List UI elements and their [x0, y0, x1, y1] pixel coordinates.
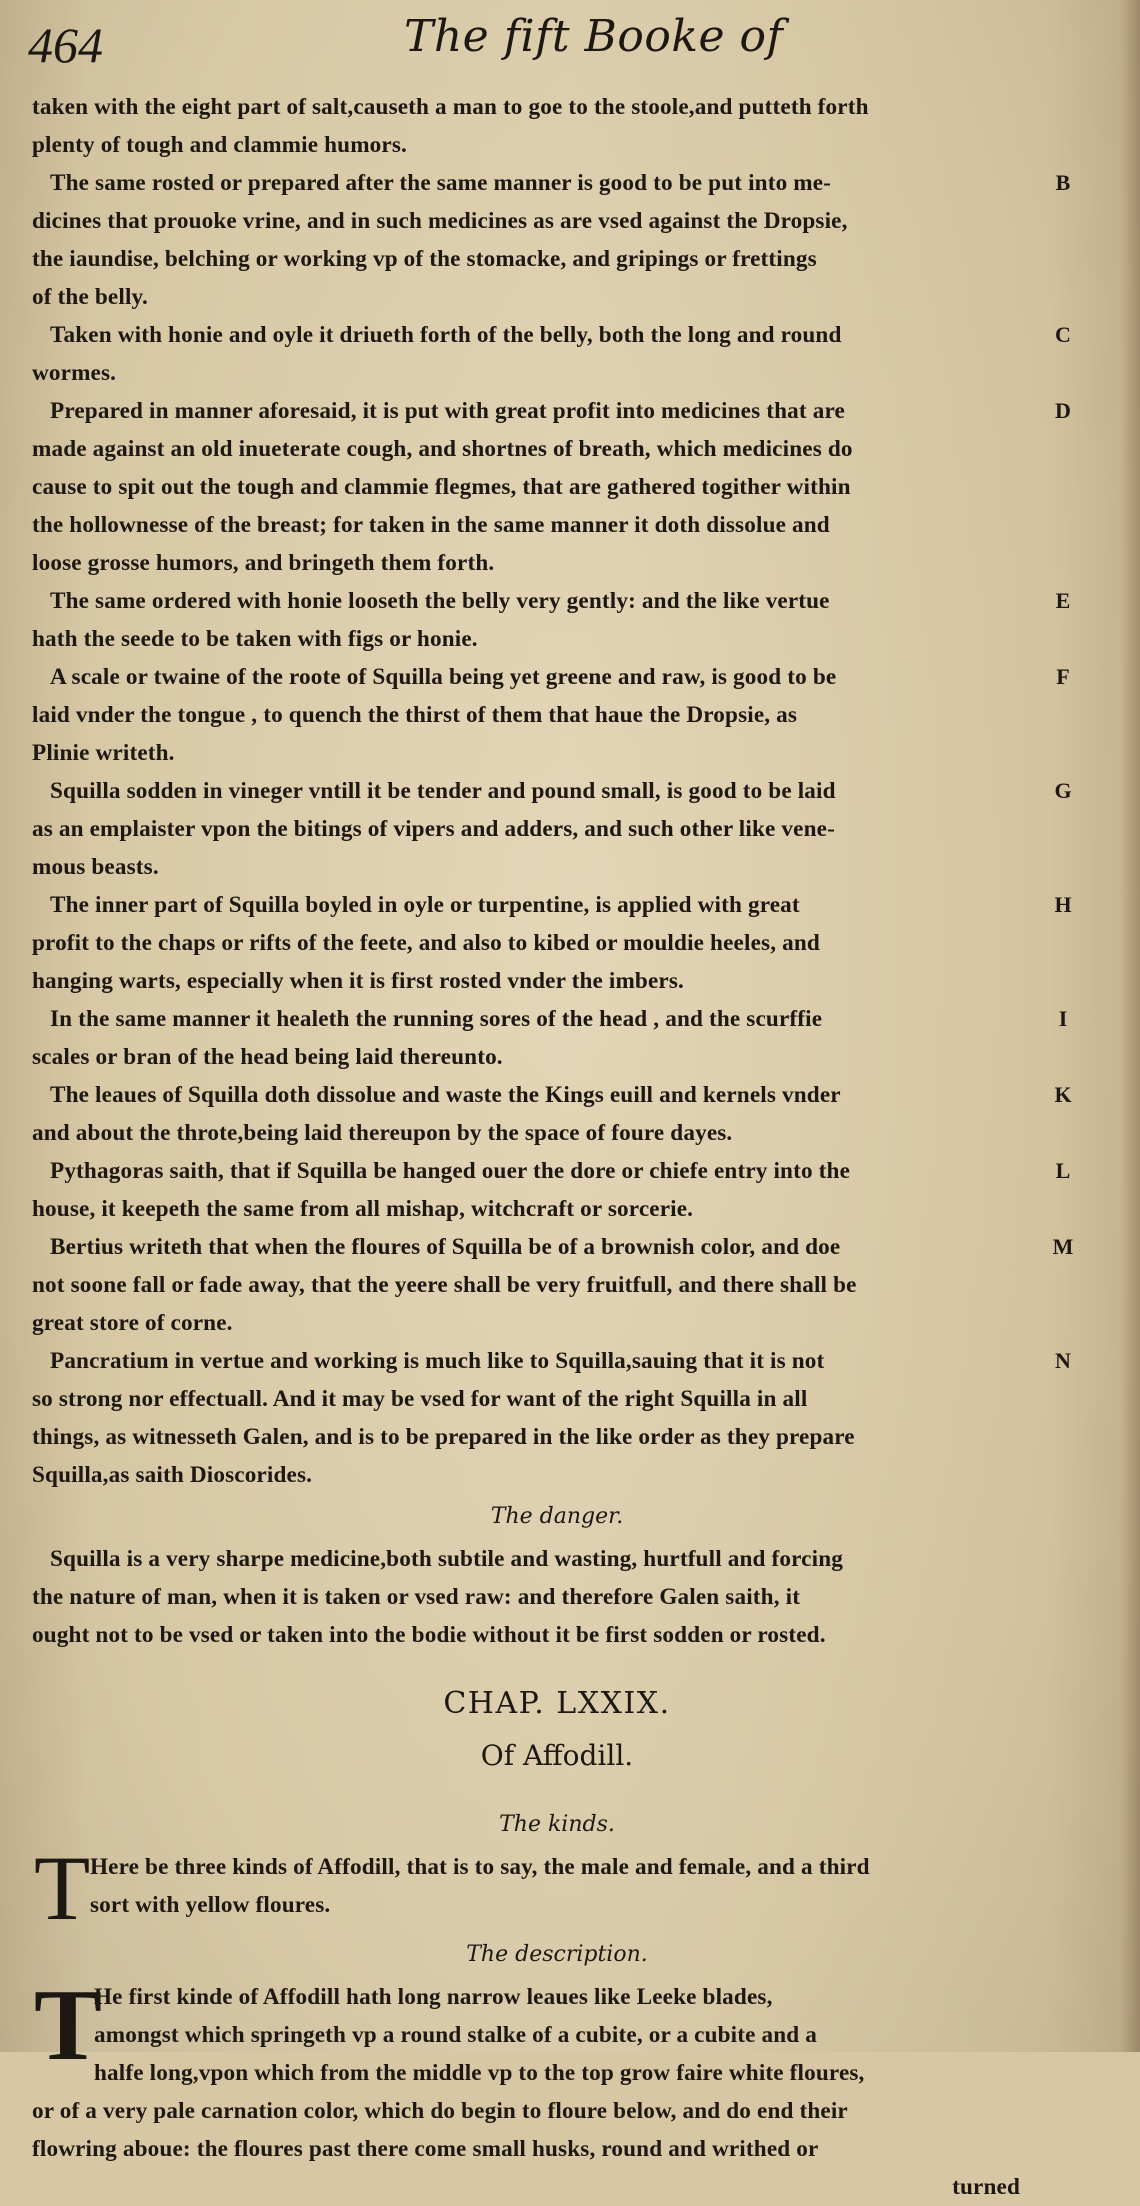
text-line: loose grosse humors, and bringeth them forth. [32, 550, 495, 576]
text-line: Taken with honie and oyle it driueth forth of the belly, both the long and round [50, 322, 842, 348]
text-line: mous beasts. [32, 854, 159, 880]
text-line: The inner part of Squilla boyled in oyle or turpentine, is applied with great [50, 892, 800, 918]
body-text [32, 88, 1082, 2200]
text-line: of the belly. [32, 284, 148, 310]
text-line: wormes. [32, 360, 117, 386]
text-line: A scale or twaine of the roote of Squilla being yet greene and raw, is good to be [50, 664, 837, 690]
text-line: Squilla is a very sharpe medicine,both subtile and wasting, hurtfull and forcing [50, 1546, 843, 1572]
text-line: sort with yellow floures. [90, 1892, 331, 1918]
marginal-letter-c: C [1055, 322, 1071, 347]
text-line: the iaundise, belching or working vp of the stomacke, and gripings or frettings [32, 246, 817, 272]
paragraph-1 [32, 88, 1082, 164]
paragraph-13 [32, 1342, 1082, 1494]
chapter-title: CHAP. LXXIX. [443, 1686, 671, 1721]
text-line: house, it keepeth the same from all mishap, witchcraft or sorcerie. [32, 1196, 694, 1222]
marginal-letter-g: G [1054, 778, 1072, 803]
text-line: so strong nor effectuall. And it may be vsed for want of the right Squilla in all [32, 1386, 808, 1412]
text-line: profit to the chaps or rifts of the feete, and also to kibed or mouldie heeles, and [32, 930, 820, 956]
paragraph-12 [32, 1228, 1082, 1342]
paragraph-4 [32, 392, 1082, 582]
marginal-letter-b: B [1055, 170, 1071, 195]
marginal-letter-k: K [1054, 1082, 1072, 1107]
text-line: Here be three kinds of Affodill, that is to say, the male and female, and a third [90, 1854, 870, 1880]
kinds-heading: The kinds. [499, 1812, 615, 1837]
description-paragraph [32, 1969, 1082, 2206]
text-line: In the same manner it healeth the running sores of the head , and the scurffie [50, 1006, 823, 1032]
text-line: Plinie writeth. [32, 740, 175, 766]
marginal-letter-i: I [1058, 1006, 1068, 1031]
text-line: hath the seede to be taken with figs or honie. [32, 626, 478, 652]
running-title: The fift Booke of [404, 11, 784, 62]
paragraph-7 [32, 772, 1082, 886]
text-line: Bertius writeth that when the floures of Squilla be of a brownish color, and doe [50, 1234, 841, 1260]
paragraph-11 [32, 1152, 1082, 1228]
paragraph-9 [32, 1000, 1082, 1076]
danger-paragraph [32, 1540, 1082, 1654]
kinds-paragraph [32, 1837, 1082, 1939]
marginal-letter-f: F [1056, 664, 1070, 689]
text-line: things, as witnesseth Galen, and is to be prepared in the like order as they prepare [32, 1424, 855, 1450]
paragraph-8 [32, 886, 1082, 1000]
paragraph-3 [32, 316, 1082, 392]
text-line: He first kinde of Affodill hath long narrow leaues like Leeke blades, [94, 1984, 773, 2010]
chapter-subtitle: Of Affodill. [480, 1739, 634, 1772]
marginal-letter-e: E [1055, 588, 1071, 613]
marginal-letter-m: M [1052, 1234, 1074, 1259]
text-line: The leaues of Squilla doth dissolue and waste the Kings euill and kernels vnder [50, 1082, 841, 1108]
text-line: made against an old inueterate cough, and shortnes of breath, which medicines do [32, 436, 853, 462]
marginal-letter-n: N [1055, 1348, 1071, 1373]
text-line: as an emplaister vpon the bitings of vipers and adders, and such other like vene- [32, 816, 835, 842]
text-line: Prepared in manner aforesaid, it is put with great profit into medicines that are [50, 398, 845, 424]
text-line: The same rosted or prepared after the same manner is good to be put into me- [50, 170, 832, 196]
catchword: turned [952, 2174, 1020, 2200]
danger-heading: The danger. [490, 1504, 624, 1529]
text-line: or of a very pale carnation color, which do begin to floure below, and do end their [32, 2098, 848, 2124]
text-line: halfe long,vpon which from the middle vp to the top grow faire white floures, [94, 2060, 865, 2086]
paragraph-5 [32, 582, 1082, 658]
text-line: Pancratium in vertue and working is much like to Squilla,sauing that it is not [50, 1348, 825, 1374]
text-line: great store of corne. [32, 1310, 233, 1336]
text-line: the nature of man, when it is taken or vsed raw: and therefore Galen saith, it [32, 1584, 801, 1610]
marginal-letter-l: L [1055, 1158, 1071, 1183]
drop-cap-t: T [34, 1837, 91, 1939]
paragraph-2 [32, 164, 1082, 316]
paragraph-6 [32, 658, 1082, 772]
text-line: hanging warts, especially when it is first rosted vnder the imbers. [32, 968, 684, 994]
text-line: not soone fall or fade away, that the yeere shall be very fruitfull, and there shall be [32, 1272, 857, 1298]
text-line: flowring aboue: the floures past there come small husks, round and writhed or [32, 2136, 819, 2162]
text-line: scales or bran of the head being laid thereunto. [32, 1044, 503, 1070]
text-line: taken with the eight part of salt,causeth a man to goe to the stoole,and putteth forth [32, 94, 869, 120]
text-line: cause to spit out the tough and clammie flegmes, that are gathered togither within [32, 474, 851, 500]
text-line: laid vnder the tongue , to quench the thirst of them that haue the Dropsie, as [32, 702, 798, 728]
paragraph-10 [32, 1076, 1082, 1152]
text-line: ought not to be vsed or taken into the bodie without it be first sodden or rosted. [32, 1622, 826, 1648]
text-line: Squilla sodden in vineger vntill it be tender and pound small, is good to be laid [50, 778, 836, 804]
text-line: Pythagoras saith, that if Squilla be hanged ouer the dore or chiefe entry into the [50, 1158, 851, 1184]
text-line: dicines that prouoke vrine, and in such medicines as are vsed against the Dropsie, [32, 208, 848, 234]
marginal-letter-h: H [1054, 892, 1072, 917]
text-line: plenty of tough and clammie humors. [32, 132, 407, 158]
page-number: 464 [28, 17, 103, 73]
text-line: and about the throte,being laid thereupon by the space of foure dayes. [32, 1120, 733, 1146]
drop-cap-t-description: T [34, 1969, 103, 2082]
text-line: the hollownesse of the breast; for taken in the same manner it doth dissolue and [32, 512, 830, 538]
page-edge-shadow [1120, 0, 1140, 2052]
running-head [24, 12, 1104, 92]
text-line: The same ordered with honie looseth the belly very gently: and the like vertue [50, 588, 830, 614]
text-line: Squilla,as saith Dioscorides. [32, 1462, 313, 1488]
marginal-letter-d: D [1055, 398, 1071, 423]
text-line: amongst which springeth vp a round stalke of a cubite, or a cubite and a [94, 2022, 818, 2048]
description-heading: The description. [466, 1942, 648, 1967]
